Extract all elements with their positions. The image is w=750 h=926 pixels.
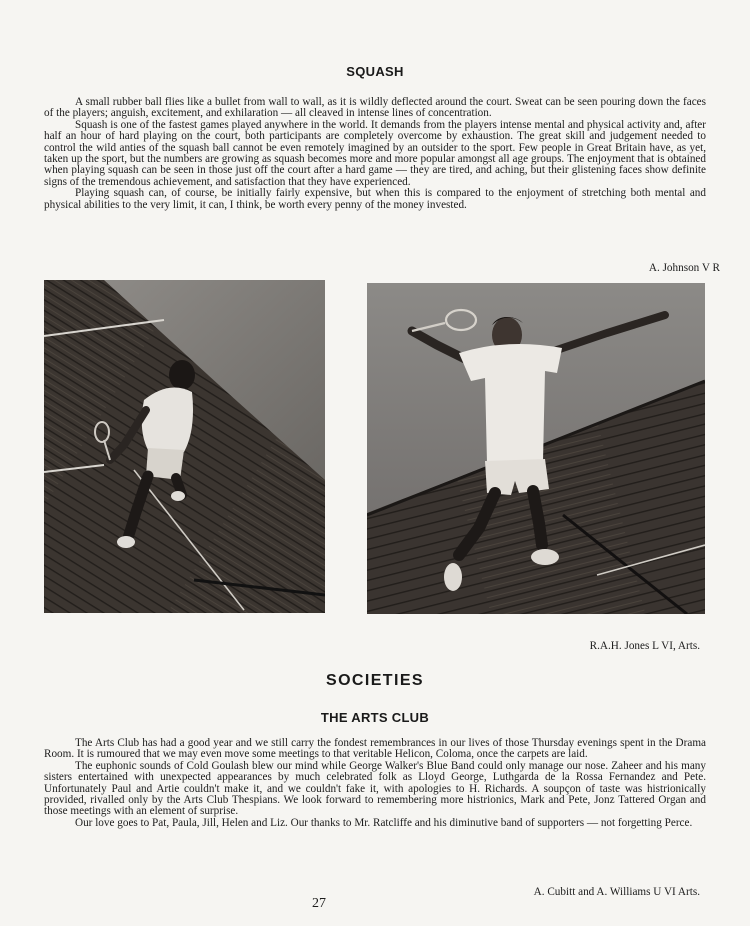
arts-paragraph-3: Our love goes to Pat, Paula, Jill, Helen and Liz. Our thanks to Mr. Ratcliffe and his diminutive band of supporters — not forgetting Perce. — [75, 816, 693, 829]
squash-heading: SQUASH — [346, 64, 404, 79]
squash-paragraph-2: Squash is one of the fastest games played anywhere in the world. It demands from the players intense mental and physical activity and, after half an hour of hard playing on the court, both participants are completely overcome by exhaustion. The great skill and judgement needed to control the wild anties of the squash ball cannot be even remotely imagined by an outsider to the sport. Few people in Great Britain have, as yet, taken up the sport, but the numbers are growing as squash becomes more and more popular amongst all age groups. The enjoyment that is obtained when playing squash can be seen in those just off the court after a hard game — they are tired, and aching, but their glistening faces show definite signs of the tremendous achievement, and satisfaction that they have experienced. — [44, 118, 706, 188]
arts-paragraph-2: The euphonic sounds of Cold Goulash blew our mind while George Walker's Blue Band could only manage our nose. Zaheer and his many sisters entertained with unexpected appearances by much celebrated folk as Lloyd George, Luthgarda de la Rossa Fernandez and Pete. Unfortunately Paul and Artie couldn't make it, and we couldn't fake it, with apologies to H. Richards. A soupçon of taste was histrionically provided, rivalled only by the Arts Club Thespians. We look forward to remembering more histrionics, Mark and Pete, Jonz Tattered Organ and those meetings with an element of surprise. — [44, 759, 706, 818]
societies-heading: SOCIETIES — [326, 672, 424, 689]
arts-club-heading: THE ARTS CLUB — [320, 710, 430, 725]
squash-author: A. Johnson V R — [648, 262, 720, 274]
arts-club-article — [44, 738, 706, 829]
squash-paragraph-1: A small rubber ball flies like a bullet from wall to wall, as it is wildly deflected around the court. Sweat can be seen pouring down the faces of the players; anguish, excitement, and exhilaration — all cleaved in intense lines of concentration. — [44, 96, 706, 120]
squash-article — [44, 97, 706, 211]
squash-paragraph-3: Playing squash can, of course, be initially fairly expensive, but when this is compared to the enjoyment of stretching both mental and physical abilities to the very limit, it can, I think, be worth every penny of the money invested. — [44, 187, 706, 211]
arts-paragraph-1: The Arts Club has had a good year and we still carry the fondest remembrances in our lives of those Thursday evenings spent in the Drama Room. It is rumoured that we may even move some meetings to that veritable Helicon, Coloma, once the carpets are laid. — [44, 737, 706, 761]
photo-credit: R.A.H. Jones L VI, Arts. — [589, 640, 700, 652]
squash-photo-right — [367, 283, 705, 614]
squash-photo-left — [44, 280, 325, 613]
arts-club-authors: A. Cubitt and A. Williams U VI Arts. — [533, 886, 700, 898]
page-number: 27 — [312, 896, 326, 911]
